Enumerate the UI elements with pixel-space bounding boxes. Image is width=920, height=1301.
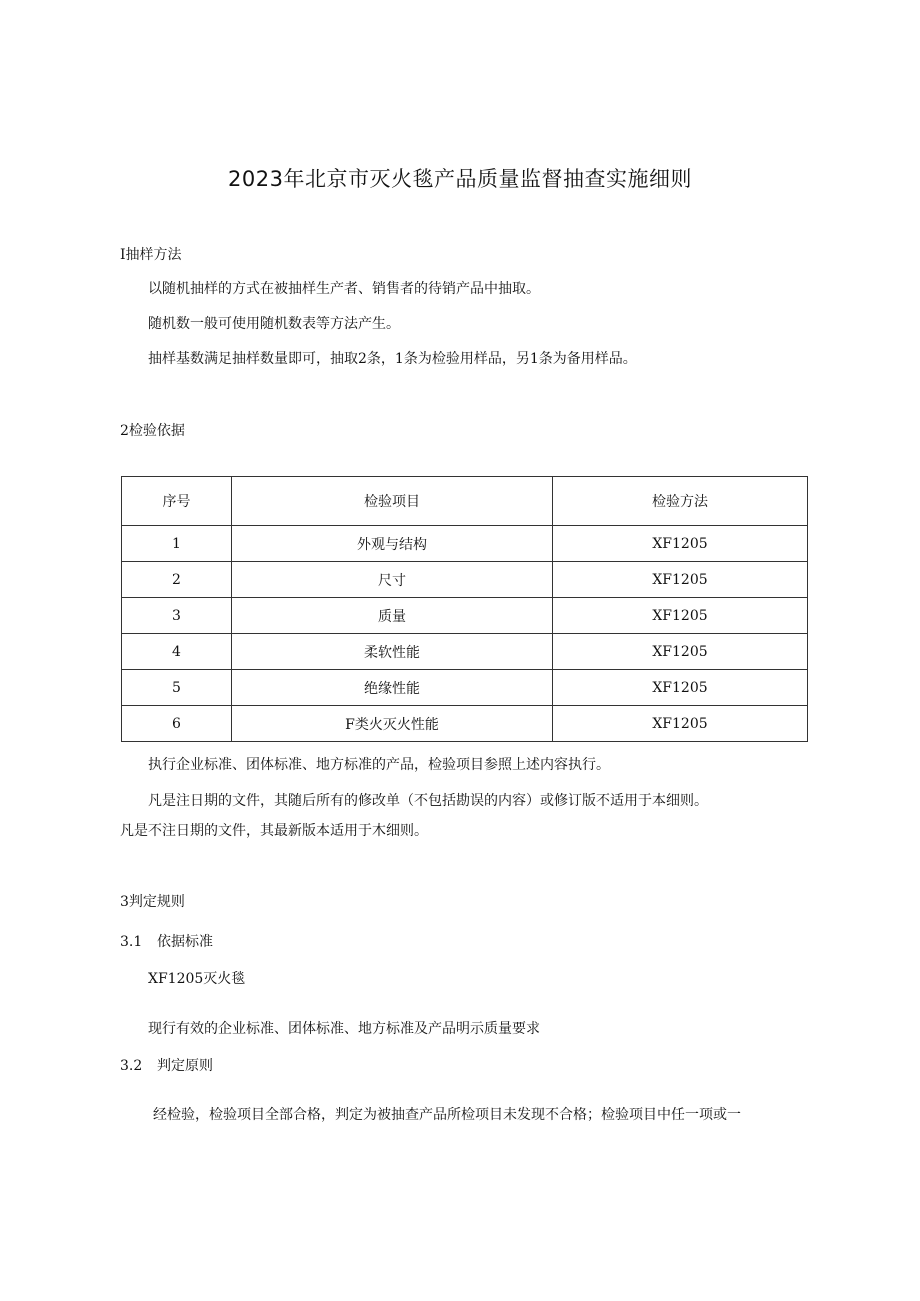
table-cell: XF1205 (553, 706, 808, 742)
table-row (122, 562, 808, 598)
judgement-principle: 经检验，检验项目全部合格，判定为被抽查产品所检项目未发现不合格；检验项目中任一项或一 (153, 1107, 741, 1123)
inspection-items-table (121, 476, 808, 742)
table-cell: XF1205 (553, 634, 808, 670)
table-row (122, 526, 808, 562)
table-row (122, 634, 808, 670)
table-cell: 3 (122, 598, 232, 634)
section-3-heading: 3判定规则 (120, 894, 185, 910)
table-row (122, 670, 808, 706)
section-1-paragraph: 以随机抽样的方式在被抽样生产者、销售者的待销产品中抽取。 (148, 281, 540, 297)
table-cell: 尺寸 (232, 562, 553, 598)
document-title: 2023年北京市灭火毯产品质量监督抽查实施细则 (228, 167, 692, 191)
table-cell: 6 (122, 706, 232, 742)
subsection-3-2-heading: 判定原则 (157, 1058, 213, 1074)
table-cell: F类火灭火性能 (232, 706, 553, 742)
table-cell: 质量 (232, 598, 553, 634)
section-1-paragraph: 抽样基数满足抽样数量即可，抽取2条，1条为检验用样品，另1条为备用样品。 (148, 351, 637, 367)
standard-reference: XF1205灭火毯 (148, 971, 246, 987)
subsection-3-1-number: 3.1 (120, 934, 143, 950)
section-2-heading: 2检验依据 (120, 423, 185, 439)
table-cell: 外观与结构 (232, 526, 553, 562)
standard-note: 现行有效的企业标准、团体标准、地方标准及产品明示质量要求 (148, 1021, 540, 1037)
table-cell: 5 (122, 670, 232, 706)
table-row (122, 706, 808, 742)
table-row (122, 598, 808, 634)
table-header-cell: 检验方法 (553, 477, 808, 526)
section-1-paragraph: 随机数一般可使用随机数表等方法产生。 (148, 316, 400, 332)
dated-references-note: 凡是注日期的文件，其随后所有的修改单（不包括勘误的内容）或修订版不适用于本细则。 (148, 793, 708, 809)
table-note: 执行企业标准、团体标准、地方标准的产品，检验项目参照上述内容执行。 (148, 757, 610, 773)
subsection-3-2-number: 3.2 (120, 1058, 143, 1074)
table-cell: 1 (122, 526, 232, 562)
table-cell: 绝缘性能 (232, 670, 553, 706)
table-cell: 柔软性能 (232, 634, 553, 670)
table-cell: XF1205 (553, 670, 808, 706)
table-header-row (122, 477, 808, 526)
subsection-3-1-heading: 依据标准 (157, 934, 213, 950)
table-cell: XF1205 (553, 562, 808, 598)
table-cell: XF1205 (553, 526, 808, 562)
table-header-cell: 序号 (122, 477, 232, 526)
table-header-cell: 检验项目 (232, 477, 553, 526)
table-cell: 4 (122, 634, 232, 670)
table-cell: XF1205 (553, 598, 808, 634)
undated-references-note: 凡是不注日期的文件，其最新版本适用于木细则。 (120, 823, 428, 839)
section-1-heading: I抽样方法 (120, 247, 182, 263)
table-cell: 2 (122, 562, 232, 598)
